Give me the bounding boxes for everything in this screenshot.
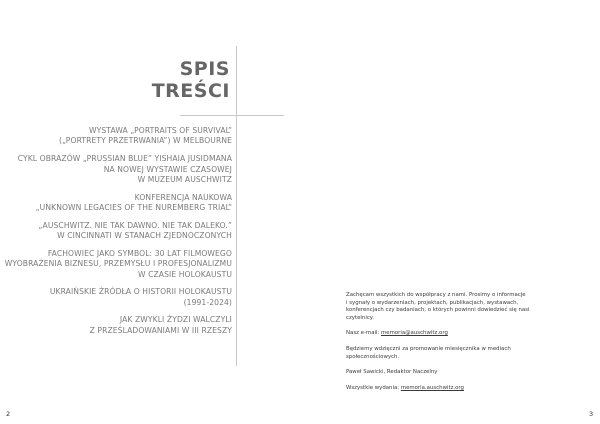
toc-entry-line: CYKL OBRAZÓW „PRUSSIAN BLUE” YISHAIA JUSIDMANA xyxy=(17,154,232,164)
toc-entry-line: UKRAIŃSKIE ŹRÓDŁA O HISTORII HOLOKAUSTU xyxy=(49,287,232,297)
email-paragraph xyxy=(346,330,576,338)
editions-label: Wszystkie wydania: xyxy=(346,384,401,391)
vertical-divider xyxy=(236,46,237,366)
intro-paragraph xyxy=(346,292,576,322)
toc-entry-line: „UNKNOWN LEGACIES OF THE NUREMBERG TRIAL” xyxy=(35,203,232,213)
editions-paragraph xyxy=(346,385,576,393)
toc-entry[interactable] xyxy=(2,315,232,336)
toc-entry-line: Z PRZEŚLADOWANIAMI W III RZESZY xyxy=(89,325,232,335)
thanks-line: Będziemy wdzięczni za promowanie miesięcznika w mediach xyxy=(346,345,511,352)
toc-entry-line: W MUZEUM AUSCHWITZ xyxy=(137,174,232,184)
intro-line: Zachęcam wszystkich do współpracy z nami. Prosimy o informacje xyxy=(346,292,526,298)
toc-entry-line: „AUSCHWITZ. NIE TAK DAWNO. NIE TAK DALEKO.” xyxy=(38,220,232,230)
toc-entry-line: WYSTAWA „PORTRAITS OF SURVIVAL” xyxy=(89,126,232,135)
page-title xyxy=(152,58,230,102)
toc-entry-line: („PORTRETY PRZETRWANIA”) W MELBOURNE xyxy=(58,136,232,146)
editions-link[interactable]: memoria.auschwitz.org xyxy=(400,384,464,391)
toc-entry[interactable] xyxy=(2,193,232,214)
toc-entry[interactable] xyxy=(2,249,232,280)
table-of-contents xyxy=(2,126,232,344)
horizontal-divider xyxy=(180,115,284,116)
toc-entry-line: WYOBRAŻENIA BIZNESU, PRZEMYSŁU I PROFESJONALIZMU xyxy=(4,259,232,269)
info-block xyxy=(346,292,576,400)
title-line-2: TREŚCI xyxy=(151,80,230,102)
toc-entry[interactable] xyxy=(2,287,232,308)
toc-entry-line: W CINCINNATI W STANACH ZJEDNOCZONYCH xyxy=(57,231,232,241)
signature: Paweł Sawicki, Redaktor Naczelny xyxy=(346,369,438,376)
toc-entry-line: FACHOWIEC JAKO SYMBOL: 30 LAT FILMOWEGO xyxy=(47,248,232,258)
email-label: Nasz e-mail: xyxy=(346,330,382,337)
intro-line: czytelnicy. xyxy=(346,314,374,321)
toc-entry[interactable] xyxy=(2,221,232,242)
intro-line: i sygnały o wydarzeniach, projektach, publikacjach, wystawach, xyxy=(346,299,519,306)
toc-entry-line: KONFERENCJA NAUKOWA xyxy=(134,192,232,202)
toc-entry-line: (1991-2024) xyxy=(183,297,232,307)
toc-entry-line: W CZASIE HOLOKAUSTU xyxy=(137,269,232,279)
page-number-right: 3 xyxy=(589,410,594,418)
page-number-left: 2 xyxy=(6,410,11,418)
toc-entry[interactable] xyxy=(2,126,232,147)
toc-entry-line: JAK ZWYKLI ŻYDZI WALCZYLI xyxy=(119,315,232,325)
intro-line: konferencjach czy badaniach, o których powinni dowiedzieć się nasi xyxy=(346,307,530,314)
title-line-1: SPIS xyxy=(179,58,230,80)
toc-entry[interactable] xyxy=(2,154,232,185)
thanks-paragraph xyxy=(346,346,576,361)
thanks-line: społecznościowych. xyxy=(346,353,400,360)
email-link[interactable]: memoria@auschwitz.org xyxy=(381,330,448,337)
toc-entry-line: NA NOWEJ WYSTAWIE CZASOWEJ xyxy=(103,164,232,174)
